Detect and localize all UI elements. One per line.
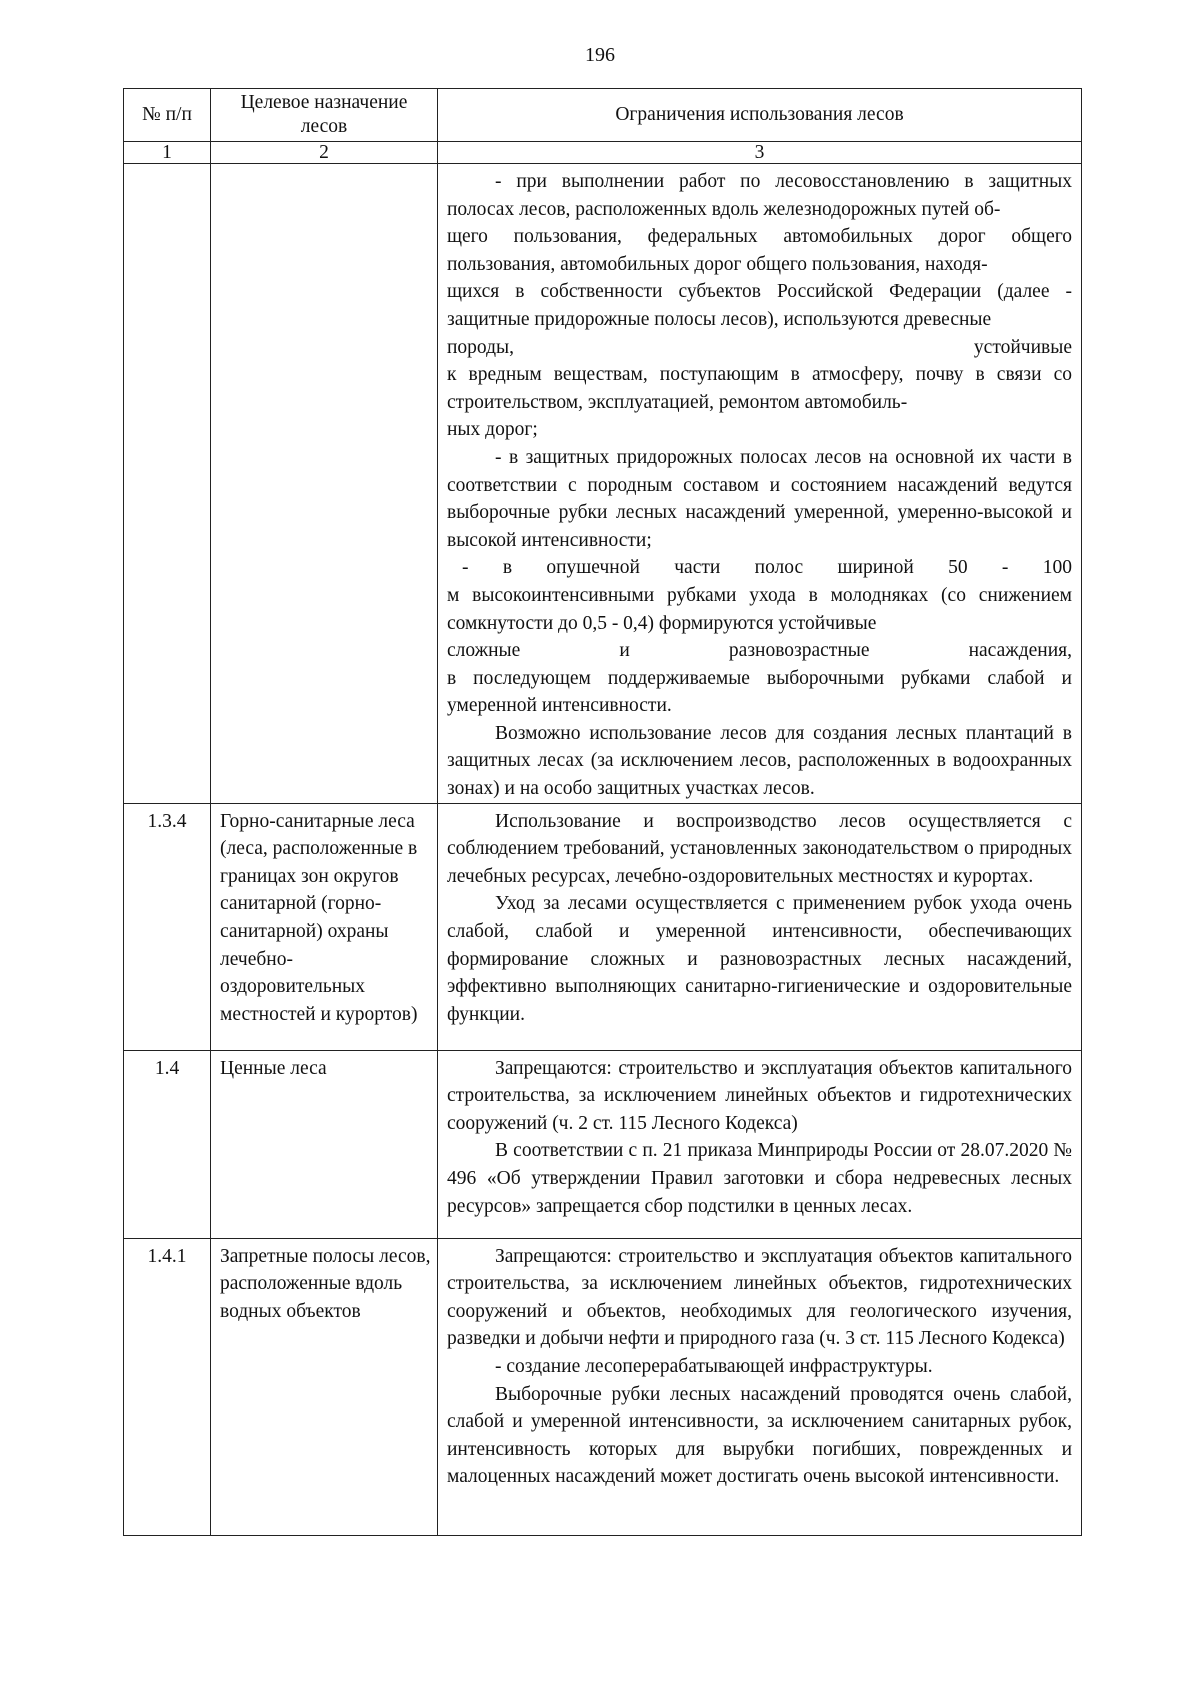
restriction-paragraph: Запрещаются: строительство и эксплуатация объектов капитального строительства, за исключением линейных объектов и гидротехнических сооружений (ч. 2 ст. 115 Лесного Кодекса) [447,1057,1072,1134]
row-number: 1.4 [124,1050,211,1238]
header-number: № п/п [124,89,211,142]
restriction-paragraph: Использование и воспроизводство лесов осуществляется с соблюдением требований, установленных законодательством о природных лечебных ресурсах, лечебно-оздоровительных местностях и курортах. [447,810,1072,887]
restriction-paragraph: щего пользования, федеральных автомобильных дорог общего пользования, автомобильных дорог общего пользования, находя- [447,226,1072,275]
row-restrictions [438,164,1082,804]
restriction-paragraph: в последующем поддерживаемые выборочными рубками слабой и умеренной интенсивности. [447,667,1072,717]
restriction-paragraph: Возможно использование лесов для создания лесных плантаций в защитных лесах (за исключением лесов, расположенных в водоохранных зонах) и на особо защитных участках лесов. [447,722,1072,800]
restriction-paragraph: Запрещаются: строительство и эксплуатация объектов капитального строительства, за исключением линейных объектов, гидротехнических сооружений и объектов, необходимых для геологического изучения, разведки и добычи нефти и природного газа (ч. 3 ст. 115 Лесного Кодекса) [447,1245,1072,1350]
restriction-paragraph: - в опушечной части полос шириной 50 - 100 [462,557,1072,579]
restriction-paragraph: Выборочные рубки лесных насаждений проводятся очень слабой, слабой и умеренной интенсивности, за исключением санитарных рубок, интенсивность которых для вырубки погибших, поврежденных и малоценных насаждений может достигать очень высокой интенсивности. [447,1383,1072,1488]
restriction-paragraph: щихся в собственности субъектов Российской Федерации (далее - защитные придорожные полосы лесов), используются древесные [447,281,1072,330]
table-row [124,803,1082,1050]
restriction-paragraph: сложные и разновозрастные насаждения, [447,640,1072,662]
row-restrictions [438,1050,1082,1238]
row-number [124,164,211,804]
table-row [124,164,1082,804]
column-number: 3 [438,142,1082,164]
page-number: 196 [585,44,615,66]
row-purpose: Запретные полосы лесов, расположенные вдоль водных объектов [211,1238,438,1535]
column-numbers-row [124,142,1082,164]
header-restrictions: Ограничения использования лесов [438,89,1082,142]
column-number: 2 [211,142,438,164]
row-purpose: Горно-санитарные леса (леса, расположенные в границах зон округов санитарной (горно-санитарной) охраны лечебно-оздоровительных местностей и курортов) [211,803,438,1050]
row-number: 1.3.4 [124,803,211,1050]
column-number: 1 [124,142,211,164]
table-row [124,1238,1082,1535]
row-purpose: Ценные леса [211,1050,438,1238]
restriction-paragraph: ных дорог; [447,419,538,441]
restriction-paragraph: Уход за лесами осуществляется с применением рубок ухода очень слабой, слабой и умеренной интенсивности, обеспечивающих формирование сложных и разновозрастных лесных насаждений, эффективно выполняющих санитарно-гигиенические и оздоровительные функции. [447,893,1072,1025]
restriction-paragraph: - создание лесоперерабатывающей инфраструктуры. [495,1356,933,1378]
restriction-paragraph: - в защитных придорожных полосах лесов на основной их части в соответствии с породным составом и состоянием насаждений ведутся выборочные рубки лесных насаждений умеренной, умеренно-высокой и высокой интенсивности; [447,446,1072,551]
restriction-paragraph: к вредным веществам, поступающим в атмосферу, почву в связи со строительством, эксплуатацией, ремонтом автомобиль- [447,364,1072,413]
row-number: 1.4.1 [124,1238,211,1535]
header-purpose: Целевое назначение лесов [211,89,438,142]
row-purpose [211,164,438,804]
restriction-paragraph: м высокоинтенсивными рубками ухода в молодняках (со снижением сомкнутости до 0,5 - 0,4) формируются устойчивые [447,584,1072,634]
table-row [124,1050,1082,1238]
forest-restrictions-table [123,88,1082,1536]
row-restrictions [438,803,1082,1050]
table-header-row [124,89,1082,142]
row-restrictions [438,1238,1082,1535]
restriction-paragraph: - при выполнении работ по лесовосстановлению в защитных полосах лесов, расположенных вдоль железнодорожных путей об- [447,171,1072,220]
restriction-paragraph: породы, устойчивые [447,336,1072,358]
restriction-paragraph: В соответствии с п. 21 приказа Минприроды России от 28.07.2020 № 496 «Об утверждении Правил заготовки и сбора недревесных лесных ресурсов» запрещается сбор подстилки в ценных лесах. [447,1140,1072,1217]
